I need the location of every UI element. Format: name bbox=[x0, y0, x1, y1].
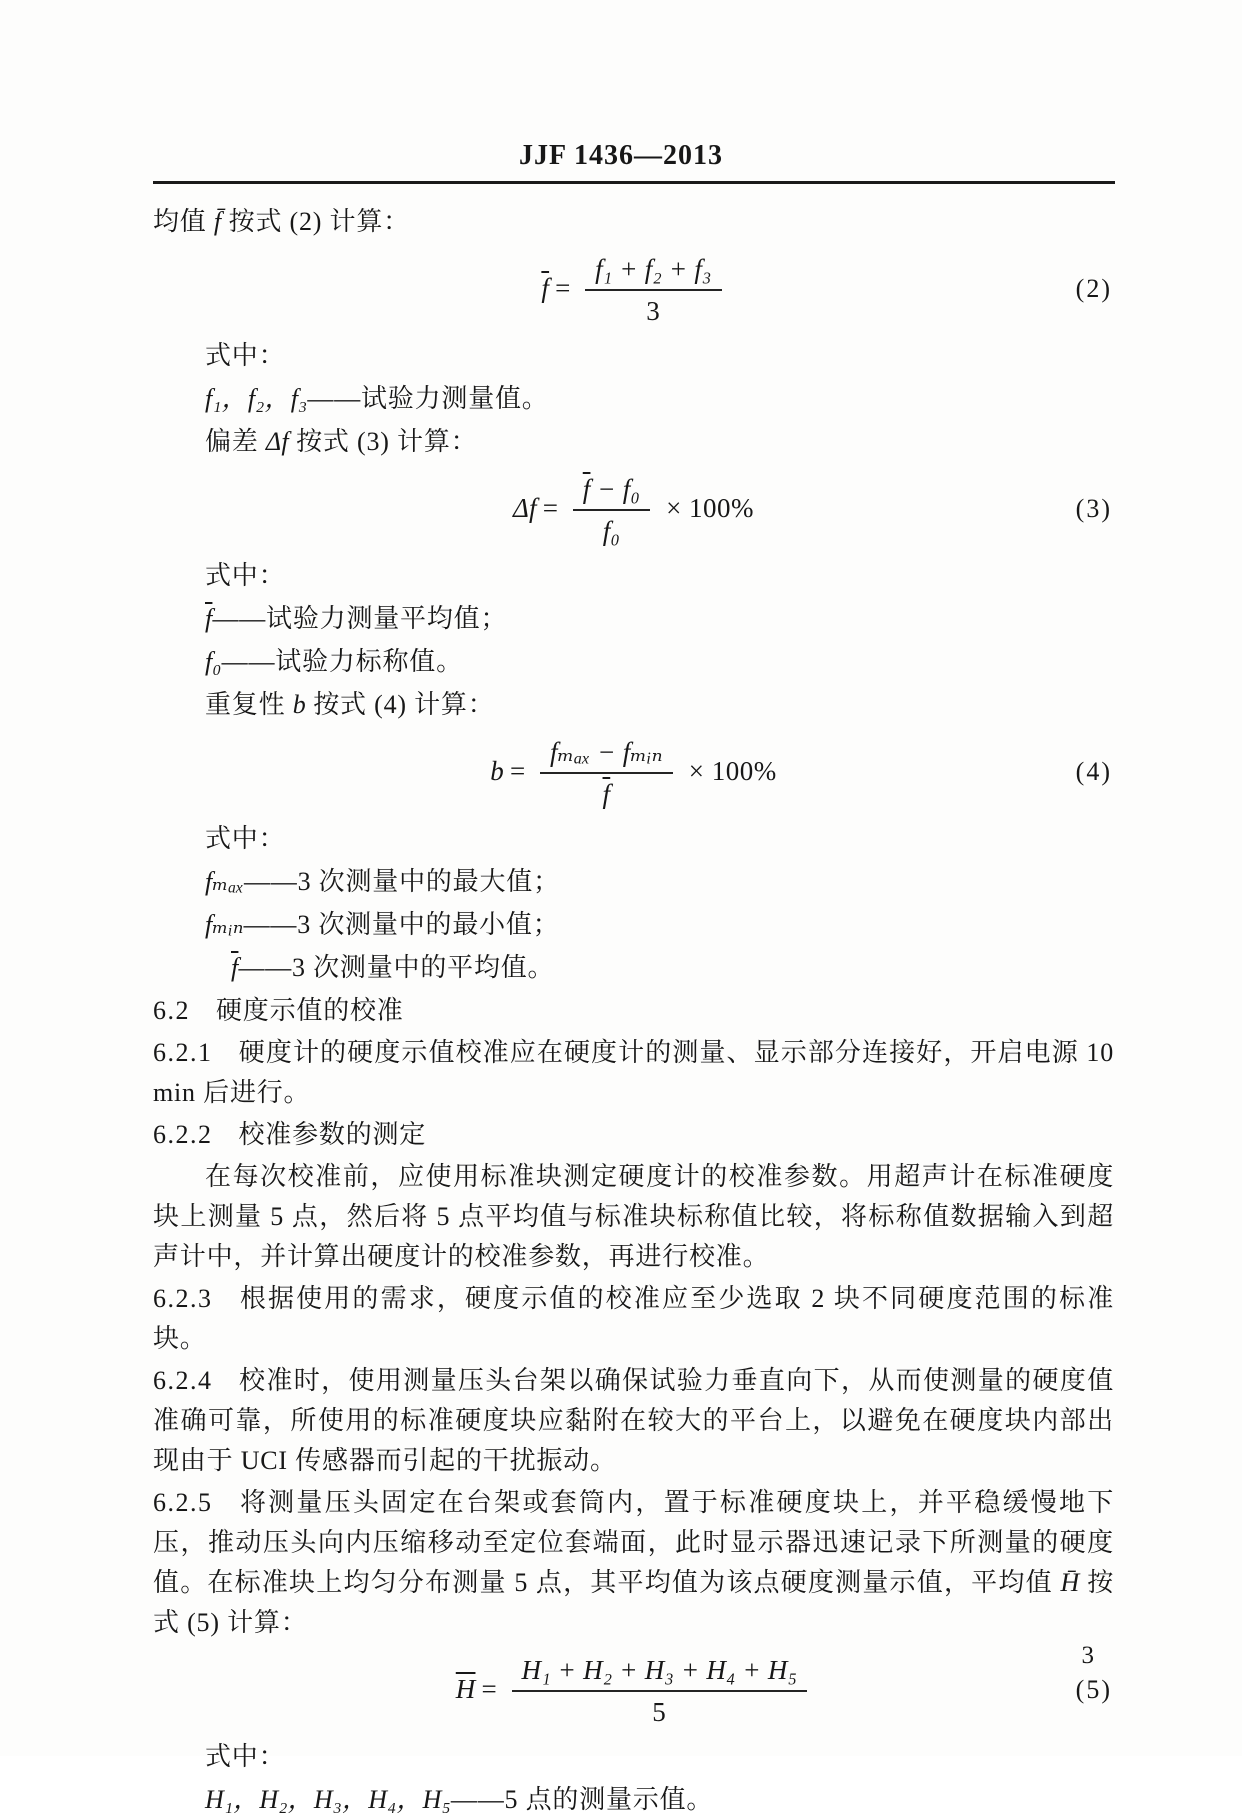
section-number: 6.2.4 bbox=[153, 1366, 213, 1395]
b-lhs: b bbox=[490, 756, 504, 787]
fraction bbox=[585, 252, 722, 326]
numerator: f₁ + f₂ + f₃ bbox=[585, 252, 722, 291]
equals-sign: = bbox=[542, 493, 559, 524]
section-text: 按式 (5) 计算： bbox=[153, 1568, 1114, 1637]
section-6-2-4 bbox=[153, 1361, 1114, 1481]
h-series-symbol: H₁，H₂，H₃，H₄，H₅ bbox=[205, 1785, 451, 1814]
times-100-percent: × 100% bbox=[666, 493, 755, 524]
hbar-lhs: $\overline{H}$ bbox=[455, 1674, 476, 1705]
text-run: 重复性 bbox=[205, 690, 293, 719]
fbar-denominator: f bbox=[602, 779, 611, 809]
section-title: 硬度示值的校准 bbox=[216, 996, 404, 1025]
page-content bbox=[0, 184, 1242, 1820]
section-number: 6.2.1 bbox=[153, 1038, 213, 1067]
numerator: H₁ + H₂ + H₃ + H₄ + H₅ bbox=[512, 1653, 808, 1692]
equals-sign: = bbox=[555, 273, 572, 304]
where-label-3: 式中： bbox=[205, 824, 286, 853]
definition-text: ——试验力标称值。 bbox=[221, 647, 463, 676]
delta-f-lhs: Δf bbox=[512, 493, 537, 524]
denominator: f₀ bbox=[602, 516, 621, 546]
equation-number-4: (4) bbox=[1075, 757, 1112, 787]
section-6-2-2-heading bbox=[153, 1115, 1114, 1155]
formula-3 bbox=[153, 472, 1114, 546]
definition-f0 bbox=[153, 642, 1114, 682]
fraction bbox=[573, 472, 650, 546]
delta-f-symbol: Δf bbox=[265, 427, 289, 456]
section-number: 6.2.2 bbox=[153, 1120, 213, 1149]
standard-number-title: JJF 1436—2013 bbox=[518, 140, 724, 171]
text-run: 按式 (2) 计算： bbox=[221, 207, 410, 236]
f0-symbol: f₀ bbox=[205, 647, 222, 676]
equation-number-5: (5) bbox=[1075, 1675, 1112, 1705]
fraction bbox=[512, 1653, 808, 1727]
fbar-symbol: $\overline{f}$ bbox=[205, 604, 213, 633]
section-6-2-5 bbox=[153, 1483, 1114, 1643]
definition-f123 bbox=[153, 379, 1114, 419]
definition-H1-H5 bbox=[153, 1780, 1114, 1820]
definition-fmax bbox=[153, 862, 1114, 902]
definition-text: ——试验力测量平均值； bbox=[212, 604, 508, 633]
section-6-2-1 bbox=[153, 1033, 1114, 1113]
where-label-4: 式中： bbox=[205, 1742, 286, 1771]
equals-sign: = bbox=[481, 1674, 498, 1705]
definition-text: ——试验力测量值。 bbox=[307, 384, 549, 413]
definition-fbar bbox=[153, 599, 1114, 639]
equation-number-2: (2) bbox=[1075, 274, 1112, 304]
section-text: 根据使用的需求，硬度示值的校准应至少选取 2 块不同硬度范围的标准块。 bbox=[153, 1284, 1114, 1353]
where-label-1: 式中： bbox=[205, 341, 286, 370]
numerator bbox=[573, 472, 650, 511]
fmax-symbol: fₘₐₓ bbox=[205, 867, 244, 896]
text-run: 均值 bbox=[153, 207, 214, 236]
fbar-symbol: f̄ bbox=[213, 207, 222, 236]
f123-symbol: f₁，f₂，f₃ bbox=[205, 384, 308, 413]
fbar-lhs: $\overline{f}$ bbox=[541, 273, 550, 304]
fraction bbox=[540, 735, 673, 809]
definition-text: ——3 次测量中的最大值； bbox=[243, 867, 560, 896]
section-text: 硬度计的硬度示值校准应在硬度计的测量、显示部分连接好，开启电源 10 min 后进行。 bbox=[153, 1038, 1114, 1107]
text-run: 按式 (3) 计算： bbox=[288, 427, 478, 456]
section-number: 6.2.5 bbox=[153, 1488, 213, 1517]
times-100-percent: × 100% bbox=[688, 756, 777, 787]
section-number: 6.2 bbox=[153, 996, 190, 1025]
formula-5 bbox=[153, 1653, 1114, 1727]
paragraph-mean-intro bbox=[153, 202, 1114, 242]
section-title: 校准参数的测定 bbox=[238, 1120, 427, 1149]
paragraph-deviation-intro bbox=[153, 422, 1114, 462]
section-6-2-heading bbox=[153, 991, 1114, 1031]
page-number: 3 bbox=[1081, 1642, 1094, 1669]
denominator: 5 bbox=[652, 1697, 667, 1727]
equals-sign: = bbox=[509, 756, 526, 787]
fbar-symbol: $\overline{f}$ bbox=[231, 953, 239, 982]
paragraph-6-2-2-body: 在每次校准前，应使用标准块测定硬度计的校准参数。用超声计在标准硬度块上测量 5 点，然后将 5 点平均值与标准块标称值比较，将标称值数据输入到超声计中，并计算出硬度计的校准参数，再进行校准。 bbox=[153, 1162, 1114, 1271]
where-label-2: 式中： bbox=[205, 561, 286, 590]
section-6-2-3 bbox=[153, 1279, 1114, 1359]
section-text: 将测量压头固定在台架或套筒内，置于标准硬度块上，并平稳缓慢地下压，推动压头向内压缩移动至定位套端面，此时显示器迅速记录下所测量的硬度值。在标准块上均匀分布测量 5 点，其平均值为该点硬度测量示值，平均值 bbox=[153, 1488, 1114, 1597]
definition-text: ——3 次测量中的平均值。 bbox=[238, 953, 555, 982]
text-run: 按式 (4) 计算： bbox=[305, 690, 495, 719]
numerator-rest: − f₀ bbox=[590, 474, 641, 504]
fmin-symbol: fₘᵢₙ bbox=[205, 910, 244, 939]
fbar-in-numerator: $\overline{f}$ bbox=[582, 474, 591, 504]
text-run: 偏差 bbox=[205, 427, 266, 456]
definition-text: ——3 次测量中的最小值； bbox=[243, 910, 560, 939]
paragraph-repeatability-intro bbox=[153, 685, 1114, 725]
section-text: 校准时，使用测量压头台架以确保试验力垂直向下，从而使测量的硬度值准确可靠，所使用的标准硬度块应黏附在较大的平台上，以避免在硬度块内部出现由于 UCI 传感器而引起的干扰振动。 bbox=[153, 1366, 1114, 1475]
formula-2 bbox=[153, 252, 1114, 326]
formula-4 bbox=[153, 735, 1114, 809]
denominator: 3 bbox=[646, 296, 661, 326]
b-symbol: b bbox=[292, 690, 306, 719]
definition-fbar-2 bbox=[153, 948, 1114, 988]
definition-fmin bbox=[153, 905, 1114, 945]
hbar-symbol: H̄ bbox=[1060, 1568, 1080, 1597]
equation-number-3: (3) bbox=[1075, 494, 1112, 524]
numerator: fₘₐₓ − fₘᵢₙ bbox=[540, 735, 673, 774]
definition-text: ——5 点的测量示值。 bbox=[450, 1785, 714, 1814]
section-number: 6.2.3 bbox=[153, 1284, 213, 1313]
